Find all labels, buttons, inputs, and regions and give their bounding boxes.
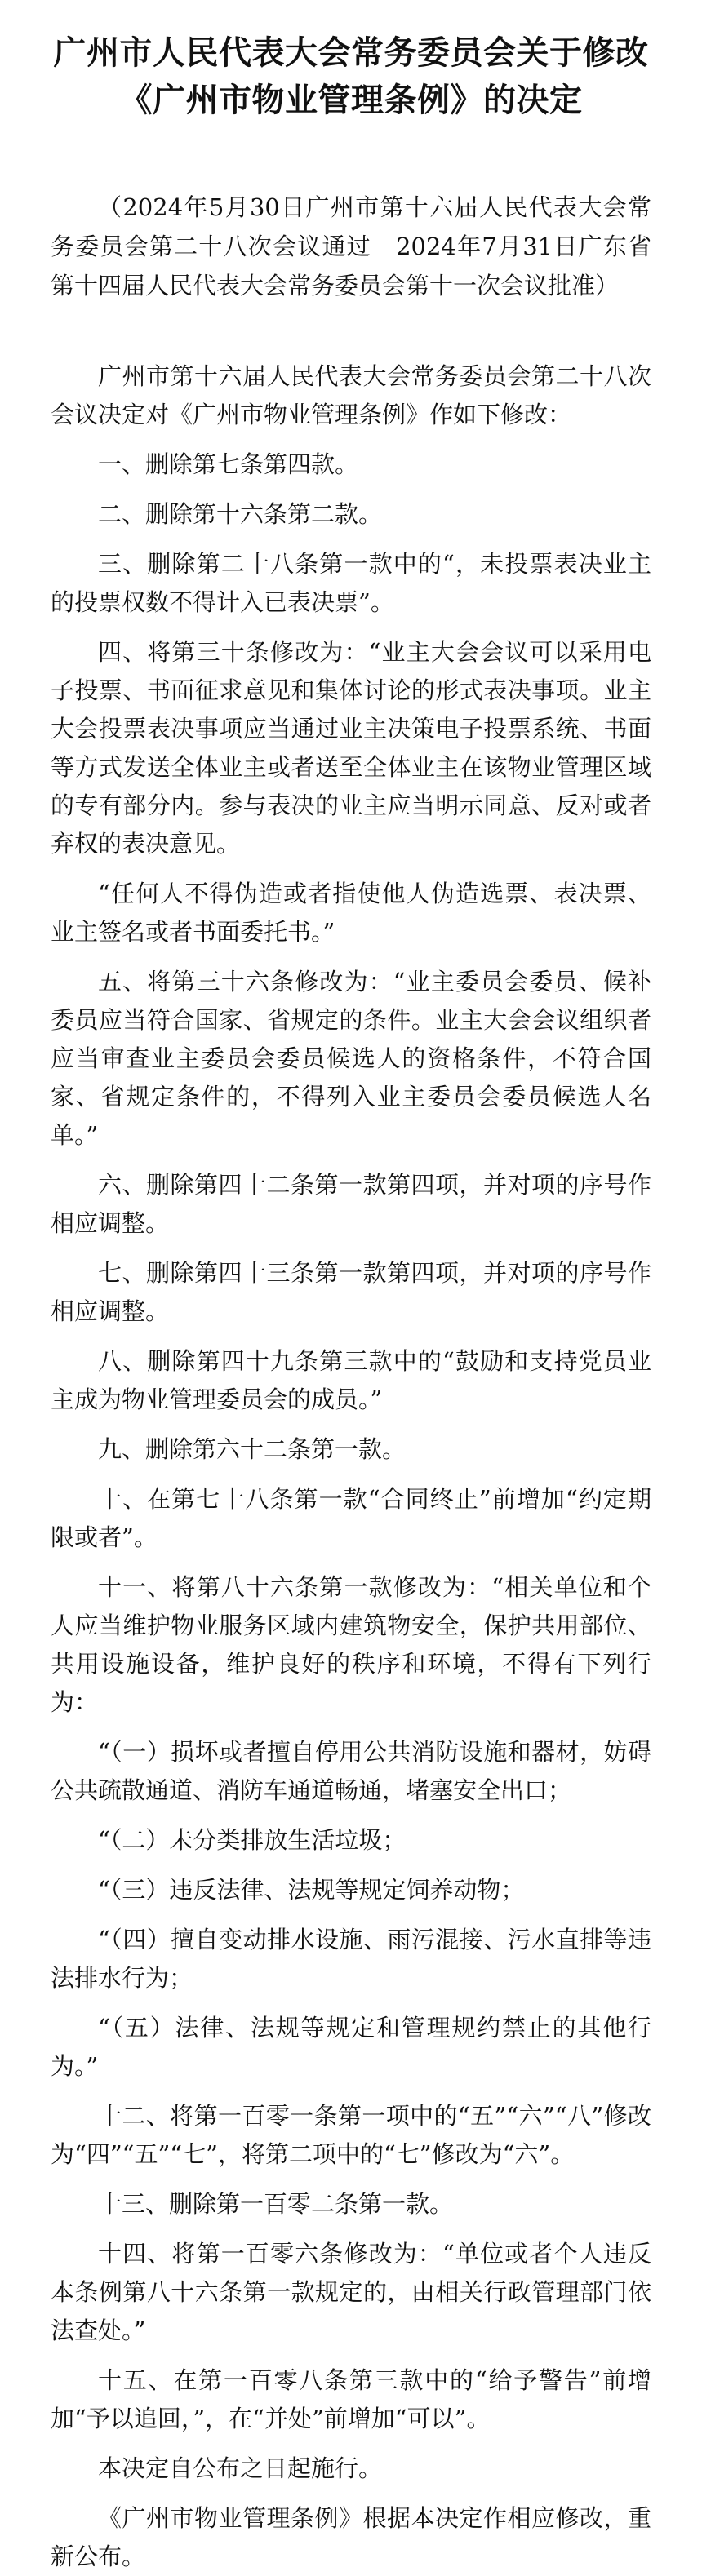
paragraph-item-3: 三、删除第二十八条第一款中的“，未投票表决业主的投票权数不得计入已表决票”。 (51, 550, 651, 616)
paragraph-item-7: 七、删除第四十三条第一款第四项，并对项的序号作相应调整。 (51, 1259, 651, 1325)
paragraph-item-4: 四、将第三十条修改为：“业主大会会议可以采用电子投票、书面征求意见和集体讨论的形式表决事项。业主大会投票表决事项应当通过业主决策电子投票系统、书面等方式发送全体业主或者送至全体业主在该物业管理区域的专有部分内。参与表决的业主应当明示同意、反对或者弃权的表决意见。 (51, 638, 651, 858)
title-line-2: 《广州市物业管理条例》的决定 (119, 81, 583, 119)
paragraph-republication: 《广州市物业管理条例》根据本决定作相应修改，重新公布。 (51, 2504, 651, 2570)
adoption-note: （2024年5月30日广州市第十六届人民代表大会常务委员会第二十八次会议通过 2024年7月31日广东省第十四届人民代表大会常务委员会第十一次会议批准） (51, 193, 651, 299)
paragraph-item-11-sub-5: “（五）法律、法规等规定和管理规约禁止的其他行为。” (51, 2014, 651, 2080)
paragraph-item-6: 六、删除第四十二条第一款第四项，并对项的序号作相应调整。 (51, 1171, 651, 1237)
paragraph-item-11-sub-1: “（一）损坏或者擅自停用公共消防设施和器材，妨碍公共疏散通道、消防车通道畅通，堵塞安全出口； (51, 1738, 651, 1804)
paragraph-item-9: 九、删除第六十二条第一款。 (98, 1435, 407, 1463)
document-body (51, 357, 651, 2576)
paragraph-item-1: 一、删除第七条第四款。 (98, 450, 359, 478)
paragraph-item-5: 五、将第三十六条修改为：“业主委员会委员、候补委员应当符合国家、省规定的条件。业主大会会议组织者应当审查业主委员会委员候选人的资格条件，不符合国家、省规定条件的，不得列入业主委员会委员候选人名单。” (51, 968, 651, 1149)
paragraph-item-8: 八、删除第四十九条第三款中的“鼓励和支持党员业主成为物业管理委员会的成员。” (51, 1347, 651, 1413)
paragraph-item-11-sub-4: “（四）擅自变动排水设施、雨污混接、污水直排等违法排水行为； (51, 1926, 651, 1992)
paragraph-item-12: 十二、将第一百零一条第一项中的“五”“六”“八”修改为“四”“五”“七”，将第二项中的“七”修改为“六”。 (51, 2102, 651, 2168)
paragraph-item-11-sub-3: “（三）违反法律、法规等规定饲养动物； (98, 1876, 525, 1904)
paragraph-item-2: 二、删除第十六条第二款。 (98, 500, 383, 528)
paragraph-item-10: 十、在第七十八条第一款“合同终止”前增加“约定期限或者”。 (51, 1485, 651, 1551)
paragraph-item-11: 十一、将第八十六条第一款修改为：“相关单位和个人应当维护物业服务区域内建筑物安全，保护共用部位、共用设施设备，维护良好的秩序和环境，不得有下列行为： (51, 1573, 651, 1716)
document-title (51, 29, 651, 124)
title-line-1: 广州市人民代表大会常务委员会关于修改 (53, 33, 649, 72)
paragraph-item-15: 十五、在第一百零八条第三款中的“给予警告”前增加“予以追回，”，在“并处”前增加“可以”。 (51, 2366, 651, 2432)
paragraph-intro: 广州市第十六届人民代表大会常务委员会第二十八次会议决定对《广州市物业管理条例》作如下修改： (51, 362, 651, 428)
paragraph-item-4-continued: “任何人不得伪造或者指使他人伪造选票、表决票、业主签名或者书面委托书。” (51, 880, 651, 946)
paragraph-item-13: 十三、删除第一百零二条第一款。 (98, 2190, 454, 2218)
paragraph-item-14: 十四、将第一百零六条修改为：“单位或者个人违反本条例第八十六条第一款规定的，由相关行政管理部门依法查处。” (51, 2240, 651, 2344)
paragraph-effective-date: 本决定自公布之日起施行。 (98, 2454, 383, 2482)
paragraph-item-11-sub-2: “（二）未分类排放生活垃圾； (98, 1826, 407, 1854)
